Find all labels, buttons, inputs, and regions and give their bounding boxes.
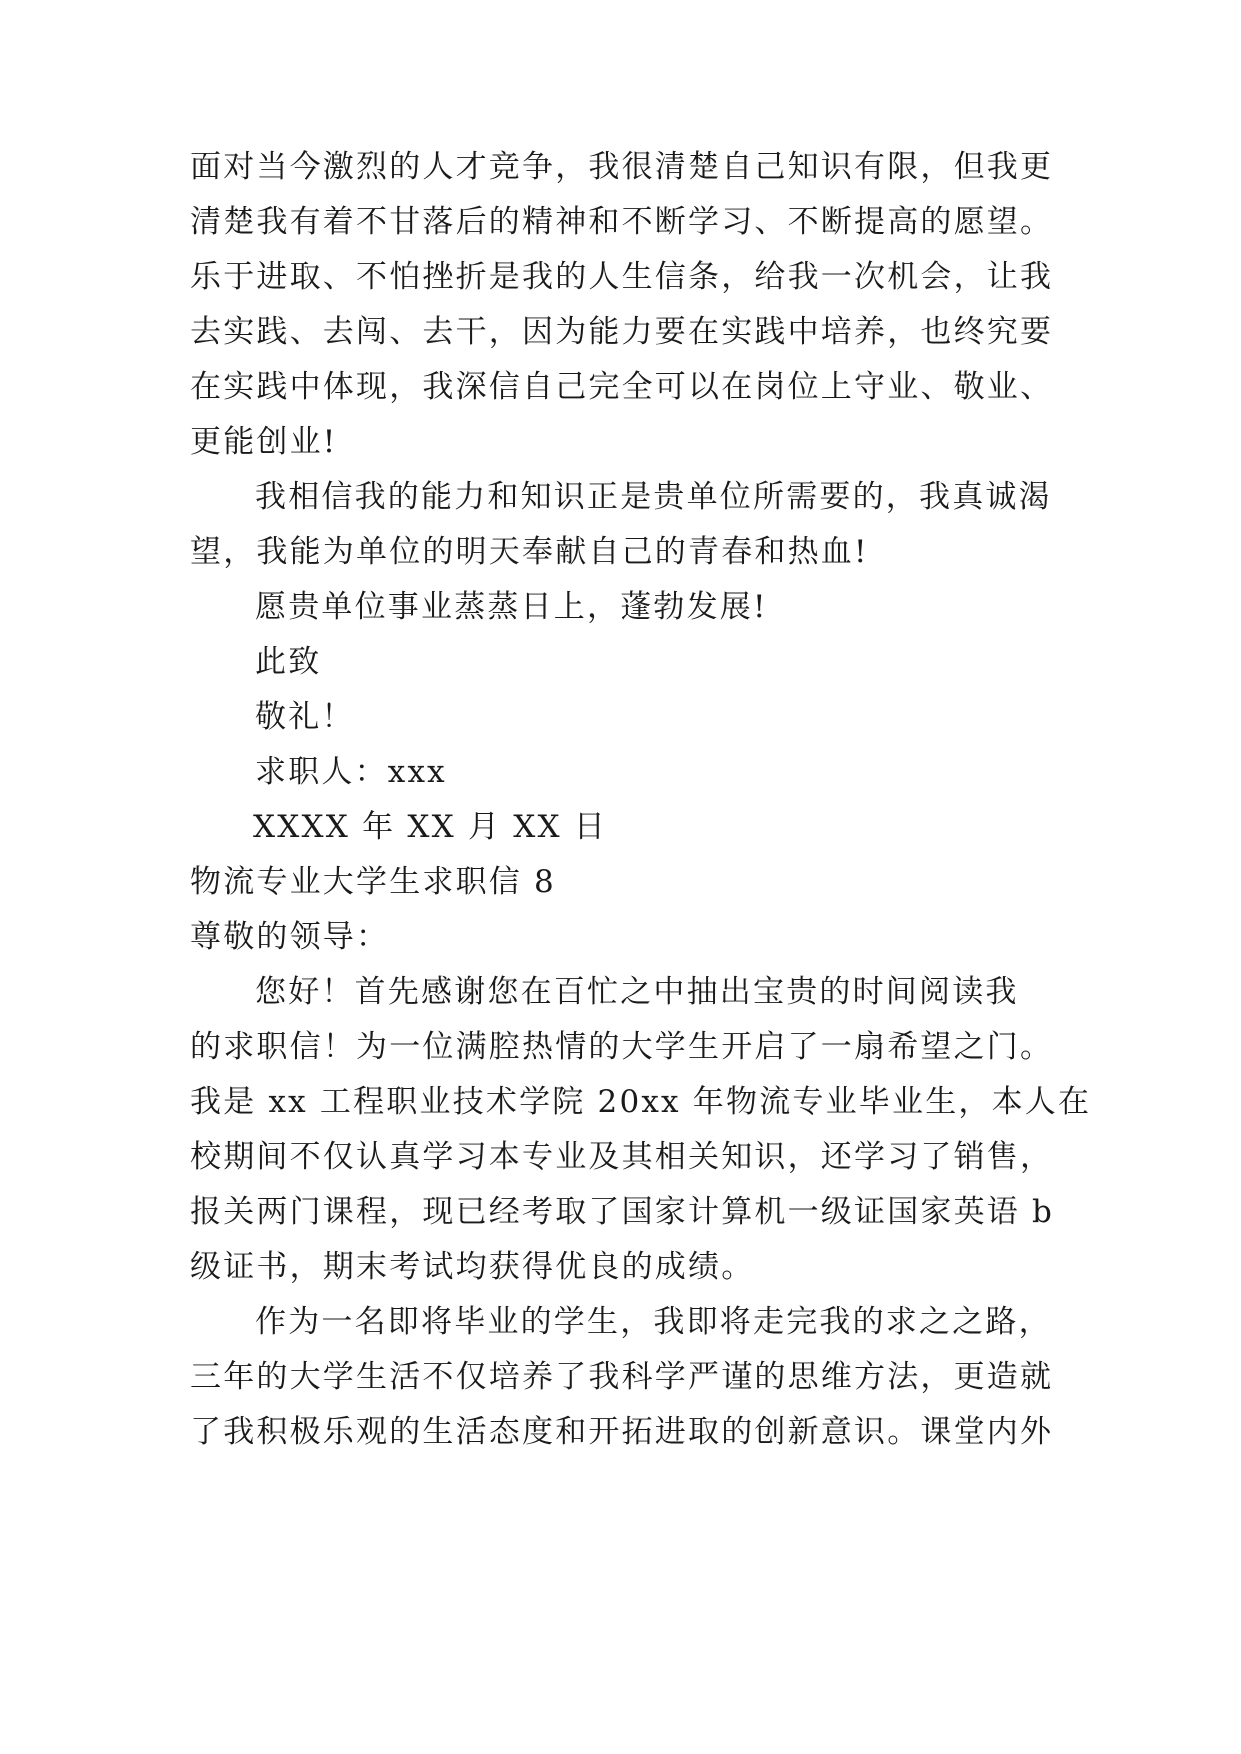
body-text-line: 校期间不仅认真学习本专业及其相关知识，还学习了销售， — [190, 1139, 1054, 1175]
closing-wish: 愿贵单位事业蒸蒸日上，蓬勃发展! — [255, 589, 768, 625]
paragraph-first-line: 作为一名即将毕业的学生，我即将走完我的求之之路， — [255, 1304, 1052, 1340]
body-text-line: 清楚我有着不甘落后的精神和不断学习、不断提高的愿望。 — [190, 204, 1054, 240]
body-text-line: 在实践中体现，我深信自己完全可以在岗位上守业、敬业、 — [190, 369, 1054, 405]
salutation-closing: 此致 — [255, 644, 322, 680]
body-text-line: 了我积极乐观的生活态度和开拓进取的创新意识。课堂内外 — [190, 1414, 1054, 1450]
body-text-line: 三年的大学生活不仅培养了我科学严谨的思维方法，更造就 — [190, 1359, 1054, 1395]
body-text-line: 我是 xx 工程职业技术学院 20xx 年物流专业毕业生，本人在 — [190, 1084, 1092, 1120]
body-text-line: 更能创业! — [190, 424, 338, 460]
signature-date: XXXX 年 XX 月 XX 日 — [253, 809, 608, 845]
paragraph-first-line: 我相信我的能力和知识正是贵单位所需要的，我真诚渴 — [255, 479, 1052, 515]
letter-heading: 物流专业大学生求职信 8 — [190, 864, 556, 900]
body-text-line: 去实践、去闯、去干，因为能力要在实践中培养，也终究要 — [190, 314, 1054, 350]
body-text-line: 乐于进取、不怕挫折是我的人生信条，给我一次机会，让我 — [190, 259, 1054, 295]
body-text-line: 的求职信！为一位满腔热情的大学生开启了一扇希望之门。 — [190, 1029, 1054, 1065]
salutation-regards: 敬礼！ — [255, 699, 355, 735]
letter-greeting: 尊敬的领导： — [190, 919, 390, 955]
body-text-line: 望，我能为单位的明天奉献自己的青春和热血! — [190, 534, 869, 570]
signature-applicant: 求职人：xxx — [255, 754, 447, 790]
body-text-line: 报关两门课程，现已经考取了国家计算机一级证国家英语 b — [190, 1194, 1055, 1230]
body-text-line: 面对当今激烈的人才竞争，我很清楚自己知识有限，但我更 — [190, 149, 1054, 185]
paragraph-first-line: 您好！首先感谢您在百忙之中抽出宝贵的时间阅读我 — [255, 974, 1019, 1010]
body-text-line: 级证书，期末考试均获得优良的成绩。 — [190, 1249, 755, 1285]
